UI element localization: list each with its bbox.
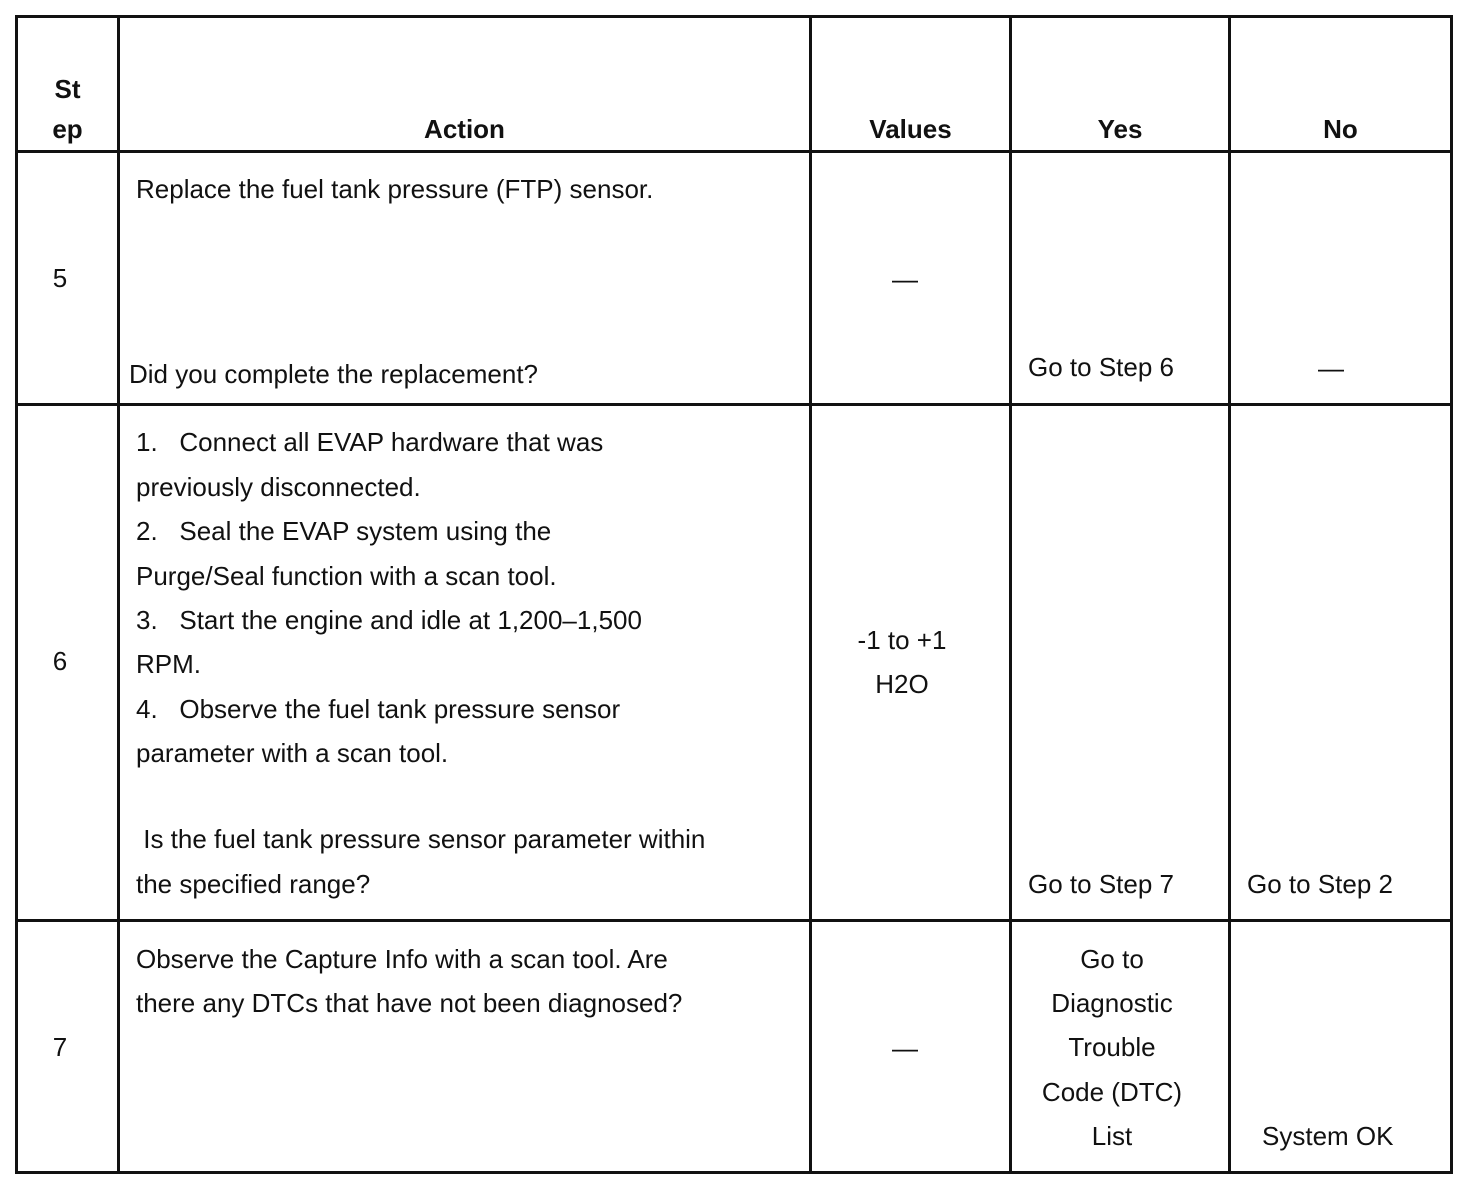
no-cell: — — [1318, 353, 1344, 383]
action-line: parameter with a scan tool. — [136, 738, 449, 768]
yes-line: Code (DTC) — [1041, 1077, 1183, 1107]
action-line: 1. Connect all EVAP hardware that was — [136, 427, 604, 457]
values-line: -1 to +1 — [857, 625, 947, 655]
action-line: RPM. — [136, 649, 201, 679]
table-border-top — [15, 15, 1453, 18]
yes-cell: Go to Step 7 — [1028, 869, 1174, 899]
column-divider-no — [1228, 15, 1231, 1174]
action-line: 4. Observe the fuel tank pressure sensor — [136, 694, 621, 724]
action-text: Replace the fuel tank pressure (FTP) sensor. — [136, 174, 654, 204]
yes-cell: Go to Step 6 — [1028, 352, 1174, 382]
column-divider-values — [809, 15, 812, 1174]
action-line: 3. Start the engine and idle at 1,200–1,500 — [136, 605, 642, 635]
action-line: 2. Seal the EVAP system using the — [136, 516, 552, 546]
header-no: No — [1323, 114, 1358, 144]
row-divider-6-7 — [15, 919, 1453, 922]
no-cell: System OK — [1262, 1121, 1394, 1151]
column-divider-action — [117, 15, 120, 1174]
table-border-bottom — [15, 1171, 1453, 1174]
yes-line: Go to — [1080, 944, 1144, 974]
action-question: Did you complete the replacement? — [129, 359, 539, 389]
action-question-line: Is the fuel tank pressure sensor parameter within — [136, 824, 706, 854]
values-line: H2O — [875, 669, 929, 699]
header-action: Action — [424, 114, 505, 144]
action-line: Purge/Seal function with a scan tool. — [136, 561, 557, 591]
step-number: 6 — [52, 646, 68, 676]
action-line: there any DTCs that have not been diagnosed? — [136, 988, 683, 1018]
no-cell: Go to Step 2 — [1247, 869, 1393, 899]
action-line: previously disconnected. — [136, 472, 421, 502]
header-values: Values — [869, 114, 952, 144]
yes-line: Trouble — [1068, 1032, 1156, 1062]
table-border-left — [15, 15, 18, 1174]
action-question-line: the specified range? — [136, 869, 371, 899]
table-border-right — [1450, 15, 1453, 1174]
header-yes: Yes — [1097, 114, 1143, 144]
header-step-part2: ep — [52, 114, 83, 144]
values-cell: — — [892, 264, 918, 294]
yes-line: List — [1091, 1121, 1133, 1151]
step-number: 5 — [52, 263, 68, 293]
step-number: 7 — [52, 1032, 68, 1062]
row-divider-5-6 — [15, 403, 1453, 406]
action-line: Observe the Capture Info with a scan tool. Are — [136, 944, 668, 974]
header-step-part1: St — [54, 74, 81, 104]
yes-line: Diagnostic — [1051, 988, 1173, 1018]
values-cell: — — [892, 1033, 918, 1063]
